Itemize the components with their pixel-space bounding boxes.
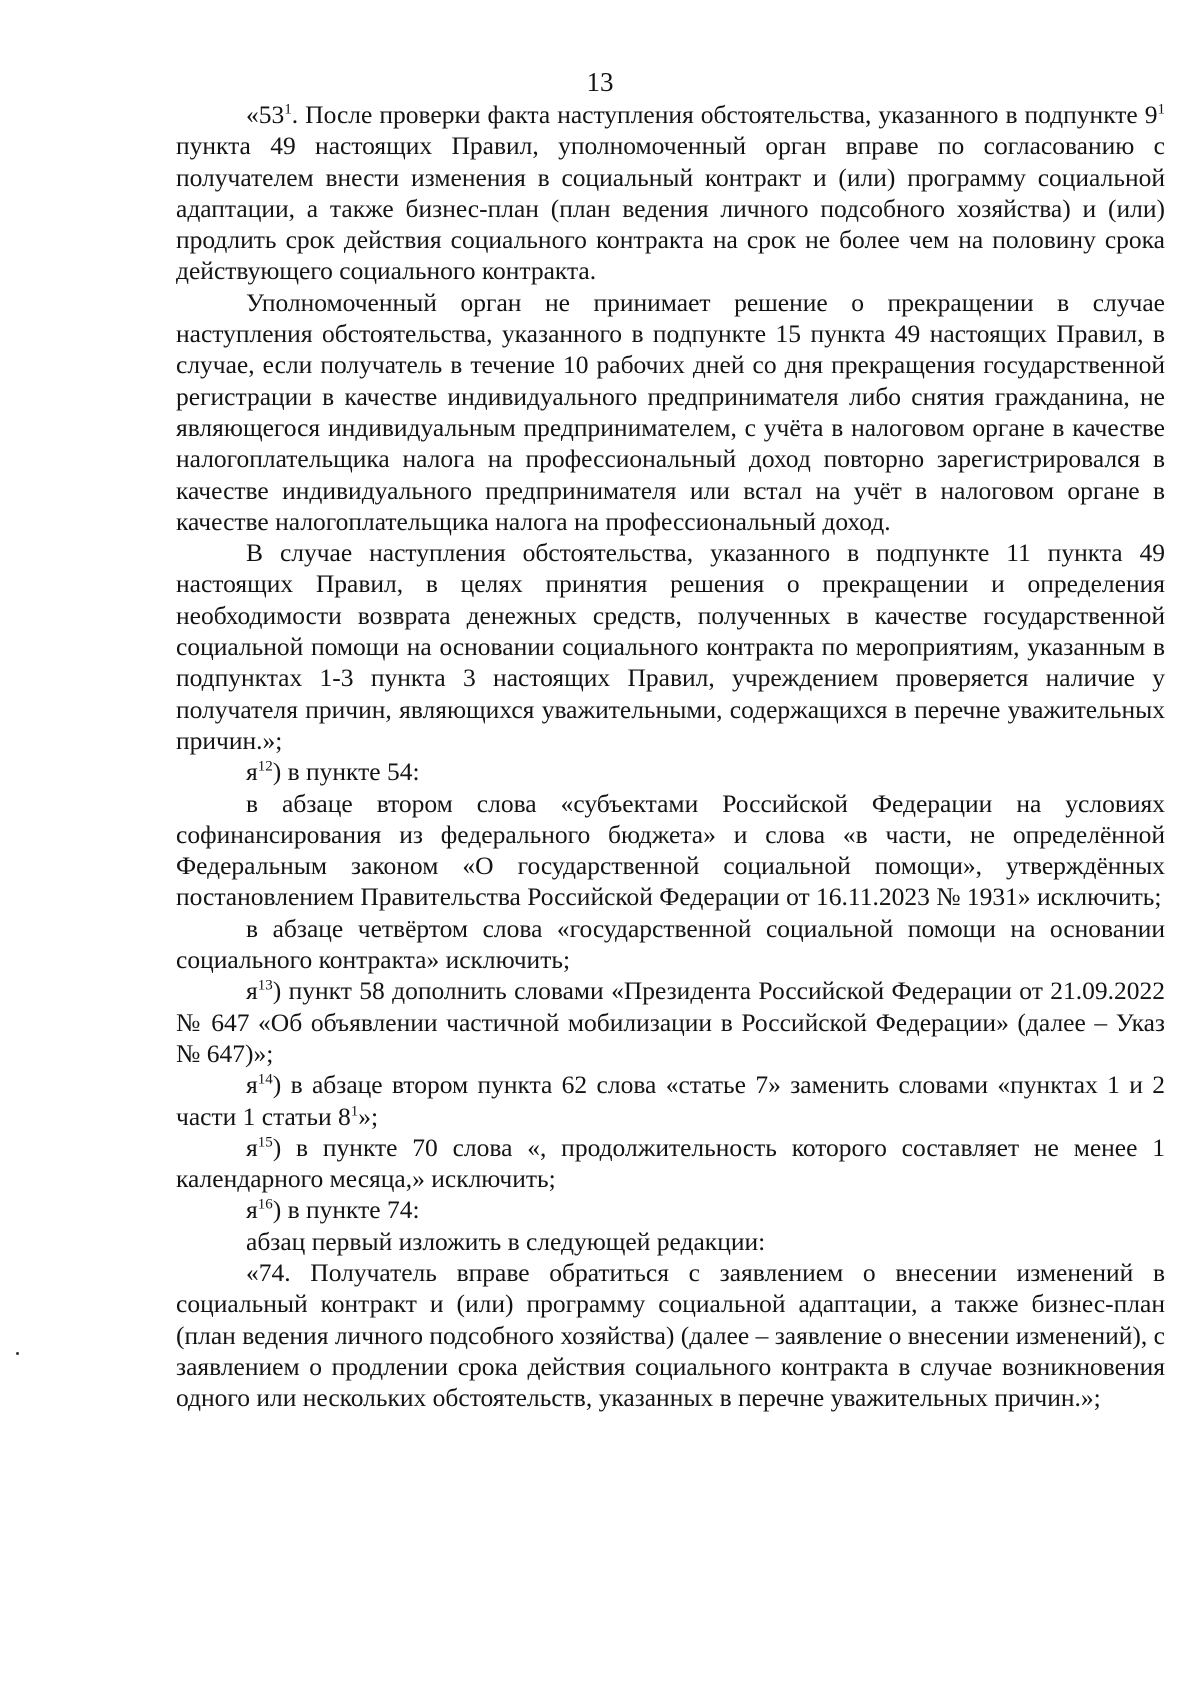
paragraph-ya16 <box>176 1194 1165 1225</box>
text: »; <box>358 1101 379 1131</box>
text: ) в пункте 54: <box>272 757 420 787</box>
paragraph-53-1 <box>176 99 1165 287</box>
superscript: 16 <box>257 1196 273 1213</box>
text: я <box>246 1195 258 1225</box>
text: ) в абзаце втором пункта 62 слова «статье 7» заменить словами «пунктах 1 и 2 части 1 статьи 8 <box>176 1070 1165 1131</box>
paragraph-74: «74. Получатель вправе обратиться с заявлением о внесении изменений в социальный контракт и (или) программу социальной адаптации, а также бизнес-план (план ведения личного подсобного хозяйства) (далее – заявление о внесении изменений), с заявлением о продлении срока действия социального контракта в случае возникновения одного или нескольких обстоятельств, указанных в перечне уважительных причин.»; <box>176 1257 1165 1413</box>
paragraph-ya14 <box>176 1069 1165 1132</box>
text: я <box>246 757 258 787</box>
text: ) в пункте 74: <box>272 1195 420 1225</box>
superscript: 15 <box>257 1134 273 1151</box>
paragraph-second-abzac: в абзаце втором слова «субъектами Российской Федерации на условиях софинансирования из федерального бюджета» и слова «в части, не определённой Федеральным законом «О государственной социальной помощи», утверждённых постановлением Правительства Российской Федерации от 16.11.2023 № 1931» исключить; <box>176 788 1165 912</box>
text: ) в пункте 70 слова «, продолжительность которого составляет не менее 1 календарного месяца,» исключить; <box>176 1132 1165 1194</box>
superscript: 1 <box>284 101 292 118</box>
paragraph-ya13 <box>176 975 1165 1069</box>
paragraph-subitem-11: В случае наступления обстоятельства, указанного в подпункте 11 пункта 49 настоящих Правил, в целях принятия решения о прекращении и определения необходимости возврата денежных средств, полученных в качестве государственной социальной помощи на основании социального контракта по мероприятиям, указанным в подпунктах 1-3 пункта 3 настоящих Правил, учреждением проверяется наличие у получателя причин, являющихся уважительными, содержащихся в перечне уважительных причин.»; <box>176 538 1165 755</box>
text: «53 <box>246 100 285 129</box>
superscript: 12 <box>257 758 273 775</box>
superscript: 14 <box>257 1071 273 1088</box>
paragraph-first-abzac: абзац первый изложить в следующей редакции: <box>246 1226 766 1256</box>
paragraph-fourth-abzac: в абзаце четвёртом слова «государственной социальной помощи на основании социального контракта» исключить; <box>176 913 1165 975</box>
superscript: 1 <box>1157 101 1165 118</box>
superscript: 1 <box>350 1103 359 1119</box>
text: ) пункт 58 дополнить словами «Президента Российской Федерации от 21.09.2022 № 647 «Об объявлении частичной мобилизации в Российской Федерации» (далее – Указ № 647)»; <box>176 976 1165 1068</box>
paragraph-ya15 <box>176 1132 1165 1195</box>
text: я <box>246 976 258 1006</box>
text: . После проверки факта наступления обстоятельства, указанного в подпункте 9 <box>291 100 1158 129</box>
text: я <box>246 1132 258 1162</box>
paragraph-no-termination: Уполномоченный орган не принимает решение о прекращении в случае наступления обстоятельства, указанного в подпункте 15 пункта 49 настоящих Правил, в случае, если получатель в течение 10 рабочих дней со дня прекращения государственной регистрации в качестве индивидуального предпринимателя либо снятия гражданина, не являющегося индивидуальным предпринимателем, с учёта в налоговом органе в качестве налогоплательщика налога на профессиональный доход повторно зарегистрировался в качестве индивидуального предпринимателя или встал на учёт в налоговом органе в качестве налогоплательщика налога на профессиональный доход. <box>176 287 1165 536</box>
text: я <box>246 1070 258 1100</box>
superscript: 13 <box>257 977 273 994</box>
document-body <box>176 99 1165 1413</box>
page-number: 13 <box>586 67 614 97</box>
text: пункта 49 настоящих Правил, уполномоченный орган вправе по согласованию с получателем внести изменения в социальный контракт и (или) программу социальной адаптации, а также бизнес-план (план ведения личного подсобного хозяйства) и (или) продлить срок действия социального контракта на срок не более чем на половину срока действующего социального контракта. <box>176 131 1165 286</box>
paragraph-ya12 <box>176 756 1165 787</box>
scan-speck <box>16 1352 19 1355</box>
